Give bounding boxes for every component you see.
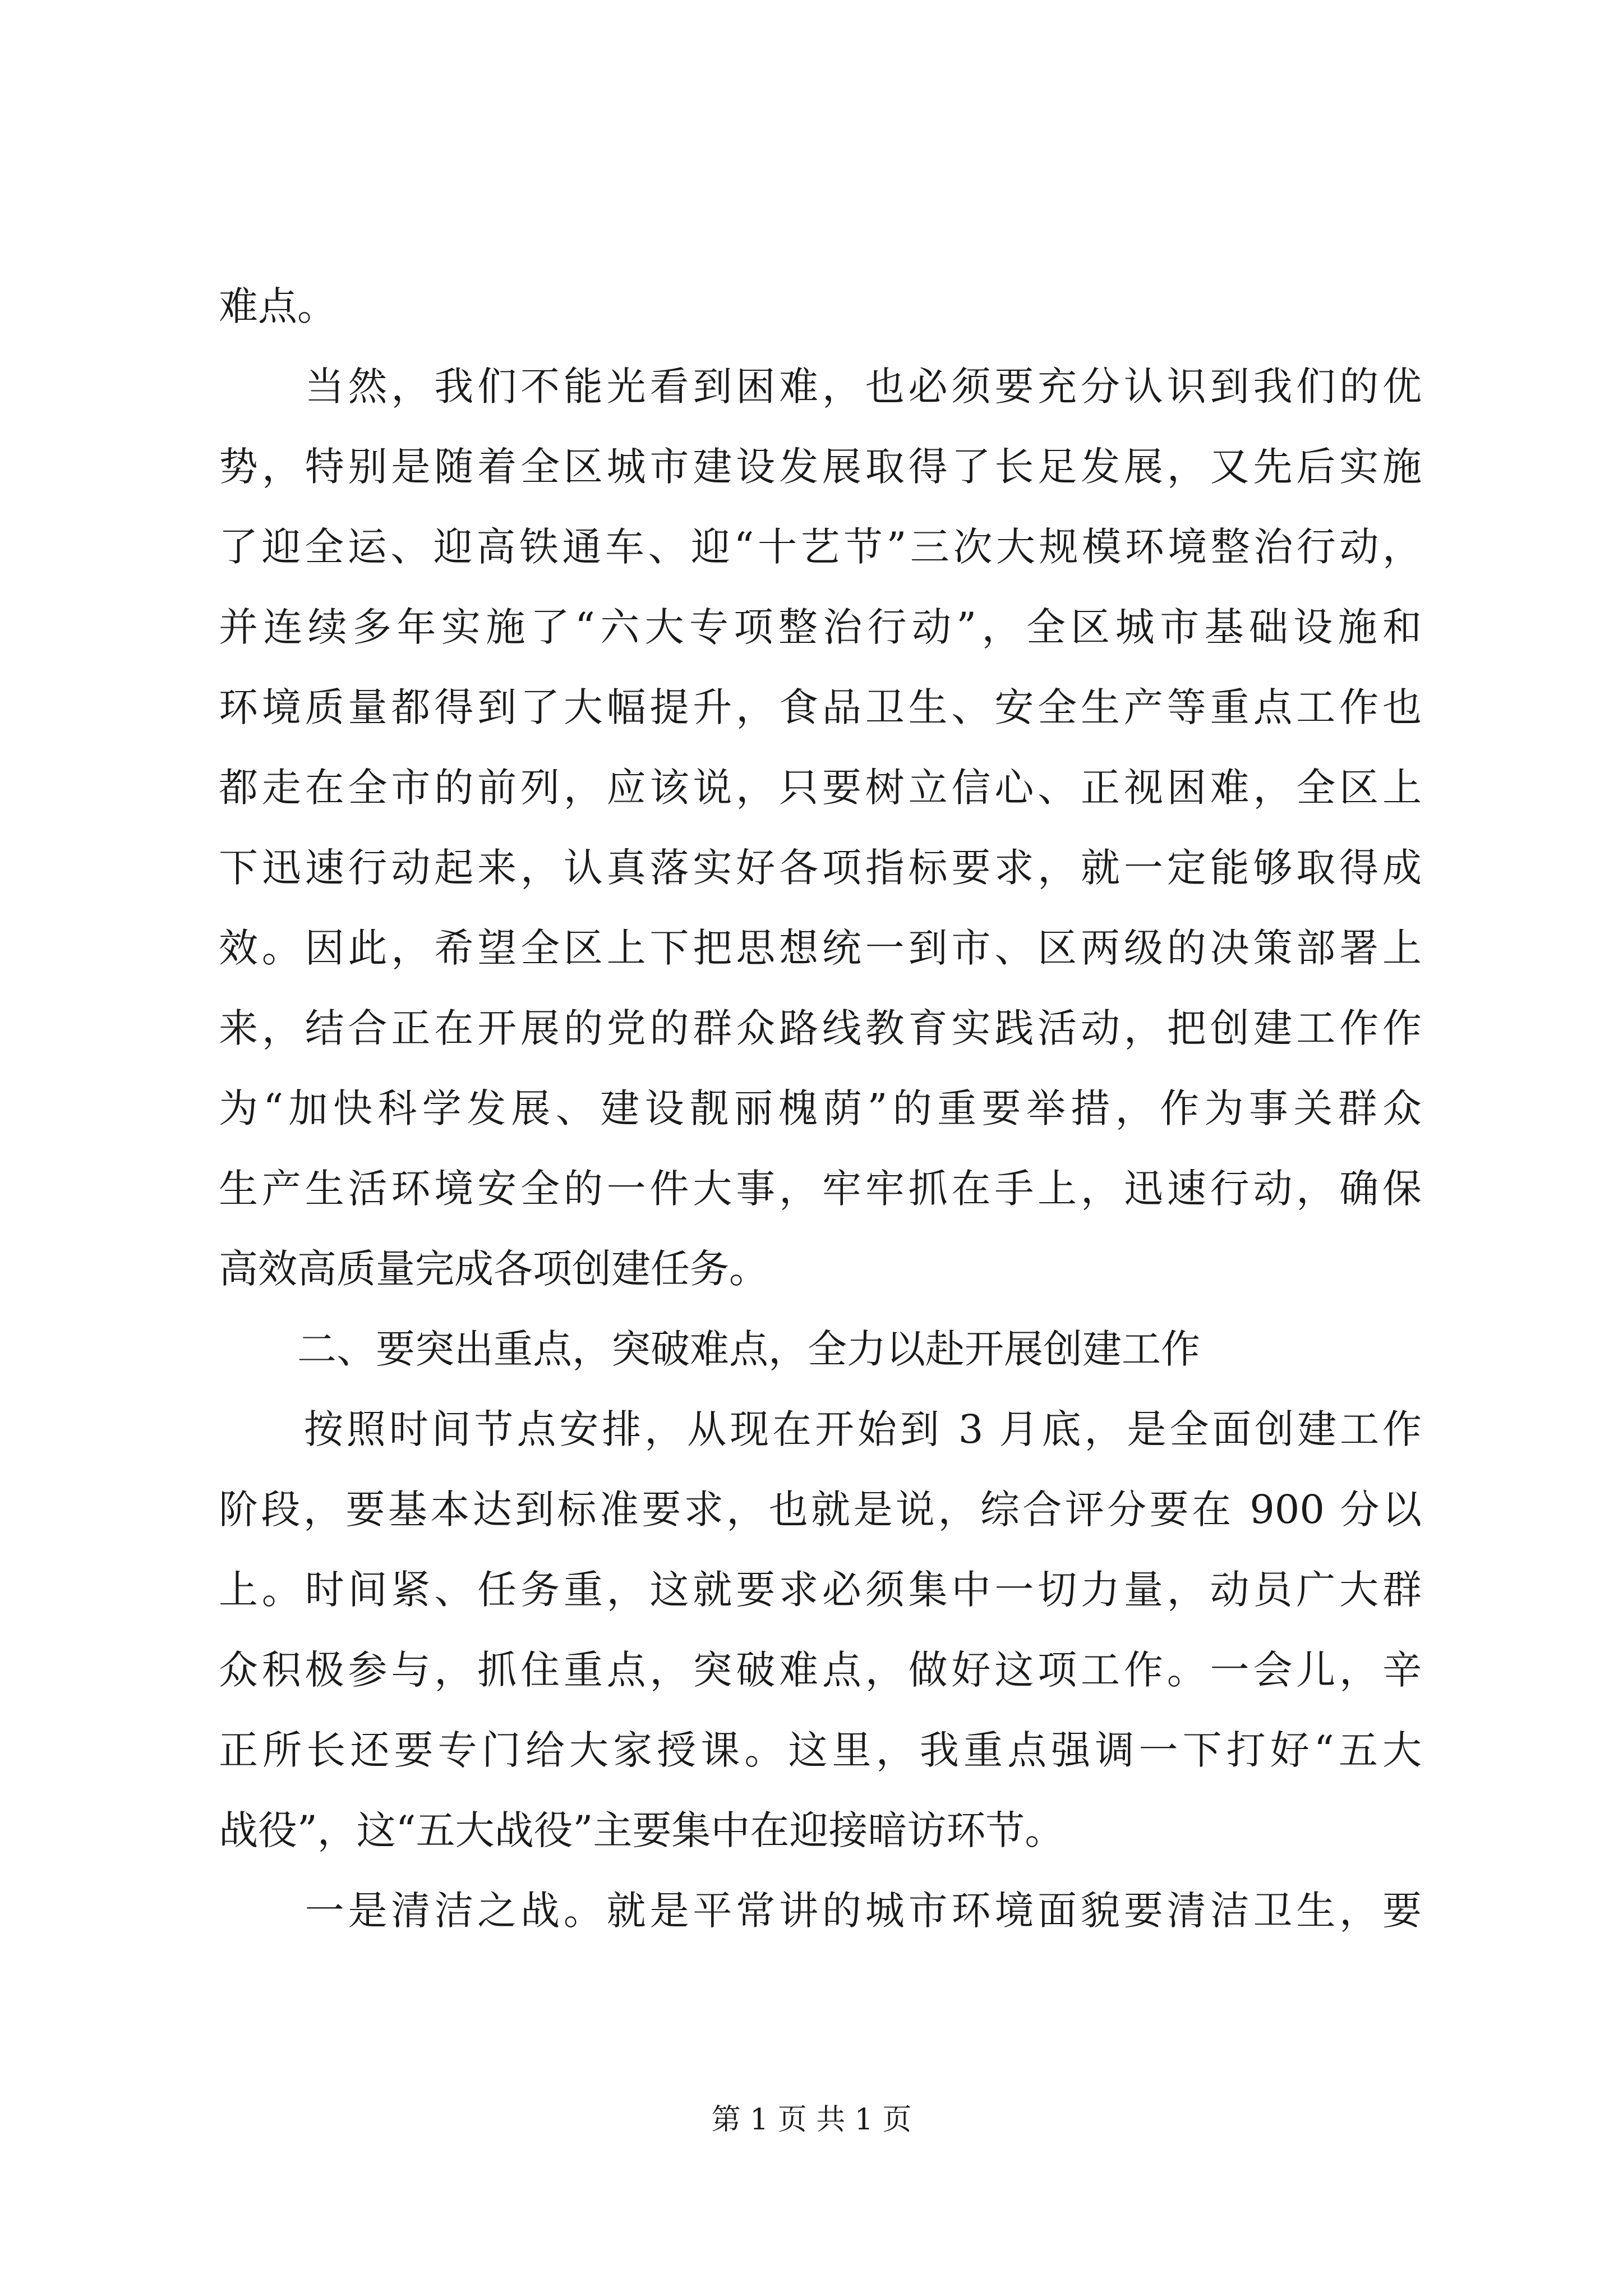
text-line: 都走在全市的前列，应该说，只要树立信心、正视困难，全区上 (219, 765, 1422, 811)
text-line: 了迎全运、迎高铁通车、迎“十艺节”三次大规模环境整治行动， (219, 524, 1422, 570)
text-line: 效。因此，希望全区上下把思想统一到市、区两级的决策部署上 (219, 925, 1422, 971)
text-line: 当然，我们不能光看到困难，也必须要充分认识到我们的优 (219, 364, 1422, 409)
text-line: 难点。 (219, 283, 336, 329)
text-line: 一是清洁之战。就是平常讲的城市环境面貌要清洁卫生，要 (219, 1888, 1422, 1934)
text-line: 战役”，这“五大战役”主要集中在迎接暗访环节。 (219, 1807, 1064, 1853)
text-line: 高效高质量完成各项创建任务。 (219, 1246, 768, 1292)
text-line: 众积极参与，抓住重点，突破难点，做好这项工作。一会儿，辛 (219, 1647, 1422, 1693)
text-line: 来，结合正在开展的党的群众路线教育实践活动，把创建工作作 (219, 1005, 1422, 1051)
text-line: 势，特别是随着全区城市建设发展取得了长足发展，又先后实施 (219, 444, 1422, 490)
text-line: 生产生活环境安全的一件大事，牢牢抓在手上，迅速行动，确保 (219, 1166, 1422, 1212)
text-line: 正所长还要专门给大家授课。这里，我重点强调一下打好“五大 (219, 1727, 1422, 1773)
text-line: 阶段，要基本达到标准要求，也就是说，综合评分要在 900 分以 (219, 1487, 1422, 1533)
text-line: 环境质量都得到了大幅提升，食品卫生、安全生产等重点工作也 (219, 684, 1422, 730)
text-line: 二、要突出重点，突破难点，全力以赴开展创建工作 (219, 1326, 1200, 1372)
text-line: 为“加快科学发展、建设靓丽槐荫”的重要举措，作为事关群众 (219, 1085, 1422, 1131)
page-footer: 第 1 页 共 1 页 (711, 2103, 912, 2137)
document-body (219, 266, 1422, 1951)
text-line: 下迅速行动起来，认真落实好各项指标要求，就一定能够取得成 (219, 845, 1422, 891)
text-line: 上。时间紧、任务重，这就要求必须集中一切力量，动员广大群 (219, 1567, 1422, 1613)
text-line: 并连续多年实施了“六大专项整治行动”，全区城市基础设施和 (219, 604, 1422, 650)
text-line: 按照时间节点安排，从现在开始到 3 月底，是全面创建工作 (219, 1406, 1422, 1452)
